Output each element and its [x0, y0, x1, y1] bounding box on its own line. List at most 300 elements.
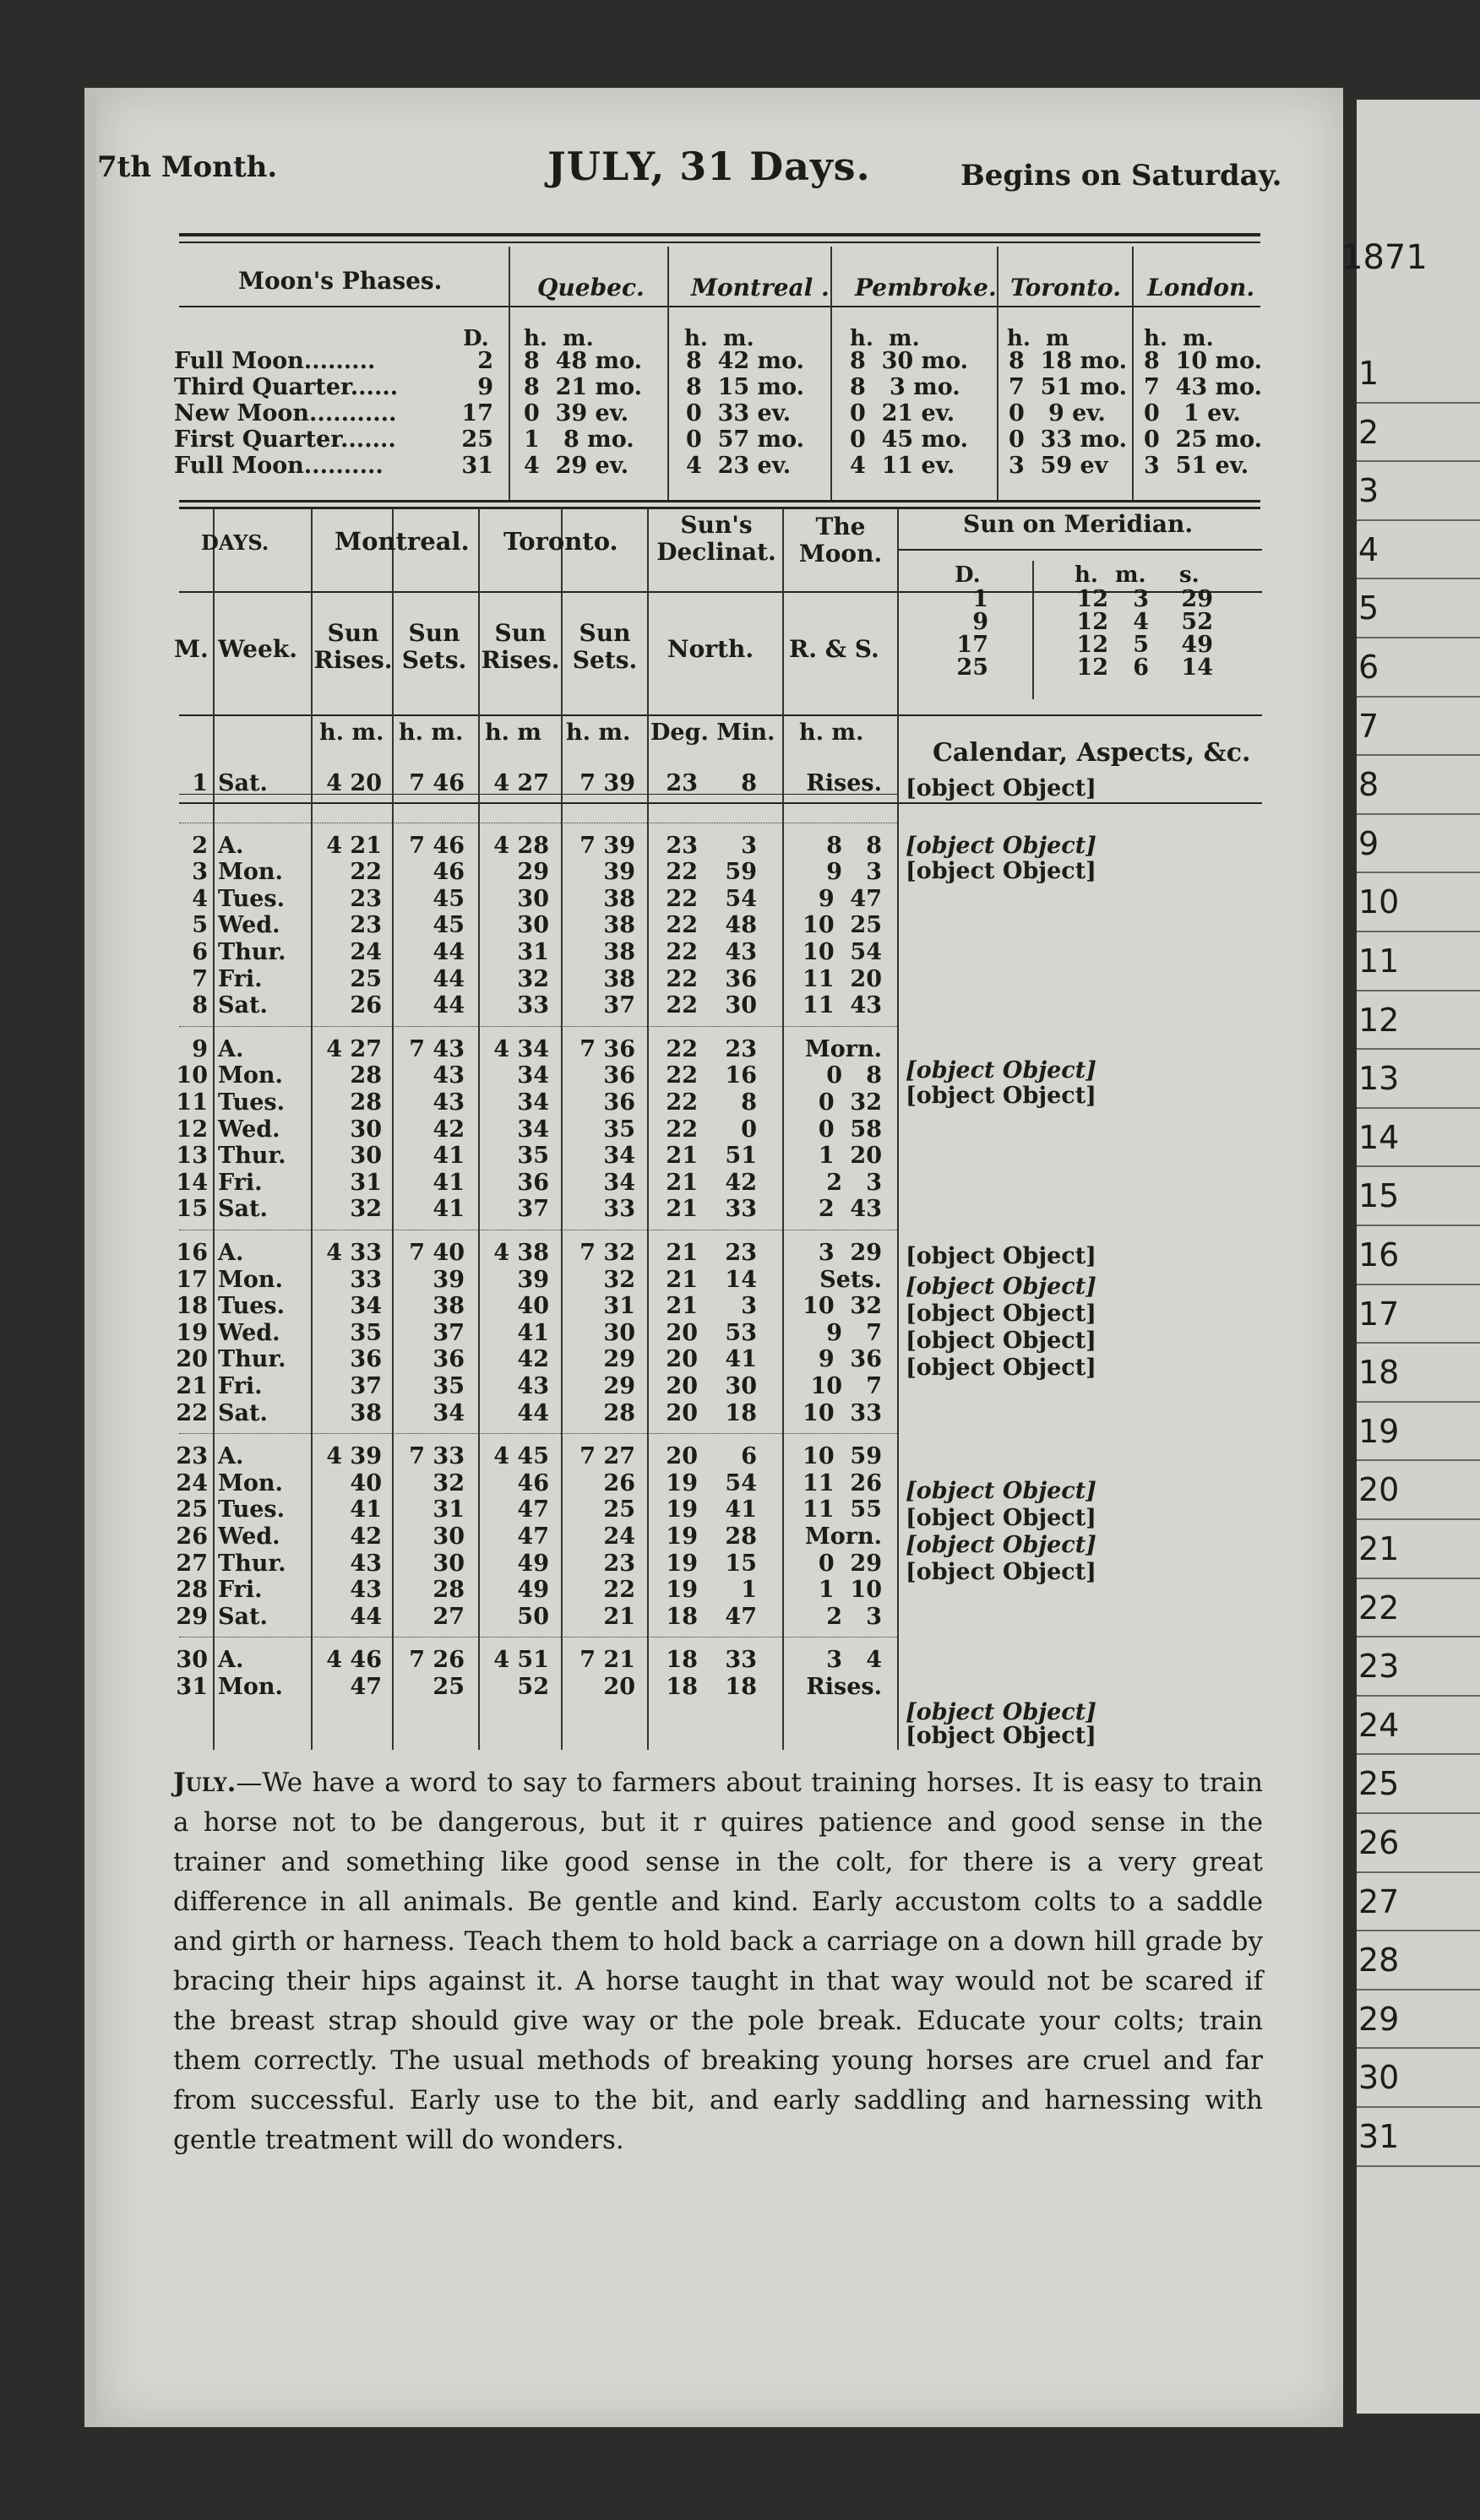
day-cell: 10 59: [803, 1443, 882, 1470]
day-number: 5: [1358, 589, 1379, 627]
day-cell: 28: [433, 1577, 465, 1604]
calendar-entry: [object Object]: [906, 1057, 1096, 1083]
day-number: 18: [1358, 1354, 1400, 1392]
rule: [179, 802, 1262, 804]
day-cell: 23: [350, 885, 382, 912]
day-cell: 8: [741, 1089, 757, 1116]
phase-name: Full Moon.........: [174, 348, 376, 374]
day-cell: 19: [666, 1469, 698, 1496]
meridian-value: 9: [972, 609, 988, 635]
meridian-col: s.: [1179, 562, 1200, 588]
day-cell: 46: [433, 859, 465, 886]
rule: [179, 500, 1260, 502]
rule: [1357, 1578, 1480, 1579]
begins-label: Begins on Saturday.: [960, 159, 1282, 193]
phase-time: 8 21 mo.: [524, 374, 643, 400]
day-cell: 16: [176, 1240, 208, 1266]
column-divider: [392, 508, 394, 1750]
phase-time: 4 23 ev.: [686, 453, 792, 479]
day-number: 17: [1358, 1295, 1400, 1333]
day-cell: Sets.: [819, 1266, 882, 1293]
day-cell: 54: [725, 1469, 757, 1496]
phase-time: 0 39 ev.: [524, 400, 629, 426]
day-cell: 0 8: [826, 1062, 882, 1089]
rule: [1357, 813, 1480, 815]
calendar-entry: [object Object]: [906, 775, 1096, 801]
phase-time: 3 51 ev.: [1144, 453, 1249, 479]
day-cell: 0 29: [818, 1550, 882, 1577]
day-number: 14: [1358, 1118, 1400, 1156]
day-cell: 36: [603, 1089, 635, 1116]
day-number: 20: [1358, 1471, 1400, 1509]
unit-label: h. m.: [399, 720, 464, 746]
phase-time: 8 30 mo.: [850, 348, 969, 374]
moon-phases-title: Moon's Phases.: [238, 267, 443, 295]
day-cell: 29: [603, 1373, 635, 1399]
day-cell: 30: [725, 992, 757, 1019]
day-cell: 30: [517, 912, 549, 939]
column-divider: [647, 508, 649, 1750]
day-cell: 24: [350, 939, 382, 965]
day-cell: 4 27: [493, 770, 549, 796]
rule: [1357, 1107, 1480, 1109]
day-cell: 35: [350, 1319, 382, 1346]
day-cell: 21: [666, 1169, 698, 1196]
day-cell: 35: [603, 1116, 635, 1143]
days-header: DAYS.: [201, 530, 269, 555]
day-cell: 10: [176, 1062, 208, 1089]
day-cell: 59: [725, 859, 757, 886]
meridian-value: 29: [1181, 586, 1213, 612]
divider: [997, 247, 998, 500]
unit-header: D.: [463, 326, 489, 351]
day-cell: 28: [176, 1577, 208, 1604]
meridian-col: h.: [1075, 562, 1098, 588]
day-cell: Thur.: [218, 1346, 286, 1373]
rule: [1357, 460, 1480, 462]
day-cell: 20: [666, 1346, 698, 1373]
unit-header: h. m: [1007, 326, 1069, 351]
day-cell: 11: [176, 1089, 208, 1116]
day-cell: 0 32: [818, 1089, 882, 1116]
day-cell: 11 26: [803, 1469, 882, 1496]
meridian-col: m.: [1115, 562, 1146, 588]
day-cell: 48: [725, 912, 757, 939]
day-cell: 0: [741, 1116, 757, 1143]
day-cell: Morn.: [804, 1523, 882, 1550]
day-cell: 19: [666, 1550, 698, 1577]
day-cell: 39: [517, 1266, 549, 1293]
rule: [1357, 1753, 1480, 1755]
day-cell: 2 43: [818, 1196, 882, 1223]
day-cell: 4 21: [326, 832, 382, 859]
rule: [897, 549, 1262, 551]
day-cell: Sat.: [218, 1603, 268, 1630]
meridian-value: 12: [1076, 632, 1108, 658]
day-cell: 11 55: [803, 1496, 882, 1523]
phase-time: 8 10 mo.: [1144, 348, 1263, 374]
page-title: JULY, 31 Days.: [547, 144, 871, 189]
day-cell: 1 20: [818, 1143, 882, 1170]
phase-time: 1 8 mo.: [524, 426, 634, 453]
day-cell: Sat.: [218, 770, 268, 796]
day-cell: 3: [741, 1293, 757, 1320]
day-cell: Fri.: [218, 1577, 263, 1604]
day-cell: 20: [666, 1319, 698, 1346]
calendar-entry: [object Object]: [906, 1559, 1096, 1585]
day-cell: 7 21: [579, 1647, 635, 1674]
day-cell: 20: [603, 1674, 635, 1700]
day-number: 13: [1358, 1060, 1400, 1098]
meridian-value: 12: [1076, 586, 1108, 612]
day-number: 4: [1358, 530, 1379, 568]
day-cell: 43: [725, 939, 757, 965]
day-cell: 18: [666, 1674, 698, 1700]
phase-time: 8 42 mo.: [686, 348, 805, 374]
rule: [1357, 1459, 1480, 1461]
day-cell: Tues.: [218, 1293, 286, 1320]
day-cell: 31: [517, 939, 549, 965]
day-cell: 33: [350, 1266, 382, 1293]
phase-time: 0 21 ev.: [850, 400, 955, 426]
day-cell: Thur.: [218, 1143, 286, 1170]
day-cell: 3 4: [826, 1647, 882, 1674]
day-cell: Tues.: [218, 885, 286, 912]
day-cell: 37: [603, 992, 635, 1019]
day-cell: 18: [725, 1674, 757, 1700]
day-cell: 22: [603, 1577, 635, 1604]
unit-header: h. m.: [684, 326, 754, 351]
sun_rises-header: Sun Rises.: [481, 619, 560, 674]
day-cell: 53: [725, 1319, 757, 1346]
day-number: 31: [1358, 2118, 1400, 2155]
day-cell: 47: [725, 1603, 757, 1630]
day-cell: 41: [725, 1346, 757, 1373]
day-cell: 32: [517, 965, 549, 992]
day-cell: 36: [350, 1346, 382, 1373]
day-cell: 30: [603, 1319, 635, 1346]
day-cell: 23: [350, 912, 382, 939]
calendar-entry: [object Object]: [906, 1243, 1096, 1269]
unit-label: h. m: [485, 720, 541, 746]
day-cell: 26: [603, 1469, 635, 1496]
calendar-entry: [object Object]: [906, 1699, 1096, 1725]
day-cell: 9 7: [826, 1319, 882, 1346]
meridian-value: 14: [1181, 654, 1213, 681]
day-cell: 22: [666, 1062, 698, 1089]
day-cell: 43: [433, 1089, 465, 1116]
phase-name: Third Quarter......: [174, 374, 399, 400]
group-separator: [179, 823, 897, 825]
day-cell: 18: [176, 1293, 208, 1320]
day-cell: Rises.: [806, 770, 882, 796]
day-cell: 31: [433, 1496, 465, 1523]
day-cell: 9: [192, 1035, 208, 1062]
day-number: 2: [1358, 413, 1379, 451]
day-number: 16: [1358, 1236, 1400, 1274]
day-number: 10: [1358, 883, 1400, 921]
day-cell: A.: [218, 1443, 244, 1470]
day-cell: 21: [666, 1240, 698, 1266]
day-cell: 27: [176, 1550, 208, 1577]
meridian-value: 4: [1133, 609, 1149, 635]
group-separator: [179, 1637, 897, 1639]
phase-time: 0 9 ev.: [1009, 400, 1106, 426]
day-cell: 32: [433, 1469, 465, 1496]
day-cell: 20: [666, 1443, 698, 1470]
day-cell: 39: [603, 859, 635, 886]
phase-time: 4 29 ev.: [524, 453, 629, 479]
phase-time: 8 15 mo.: [686, 374, 805, 400]
day-cell: 10 54: [803, 939, 882, 965]
day-cell: 2: [192, 832, 208, 859]
day-cell: 9 47: [818, 885, 882, 912]
day-cell: 4 45: [493, 1443, 549, 1470]
north-header: North.: [667, 635, 754, 663]
city-header: Pembroke.: [855, 274, 997, 301]
day-cell: 41: [433, 1169, 465, 1196]
day-cell: 52: [517, 1674, 549, 1700]
day-cell: 38: [603, 965, 635, 992]
day-number: 25: [1358, 1765, 1400, 1803]
phase-time: 0 45 mo.: [850, 426, 969, 453]
day-number: 9: [1358, 824, 1379, 862]
day-cell: 30: [176, 1647, 208, 1674]
rule: [1357, 1165, 1480, 1167]
day-cell: 11 43: [803, 992, 882, 1019]
group-separator: [179, 1433, 897, 1436]
day-cell: 22: [350, 859, 382, 886]
rs-header: R. & S.: [789, 635, 879, 663]
day-cell: 41: [433, 1196, 465, 1223]
day-cell: 7 46: [409, 770, 465, 796]
day-cell: 4 39: [326, 1443, 382, 1470]
day-cell: 32: [350, 1196, 382, 1223]
note-text: —We have a word to say to farmers about training horses. It is easy to train a horse not to be dangerous, but it r quires patience and good sense in the trainer and something like good sense in the colt, for there is a very great difference in all animals. Be gentle and kind. Early accustom colts to a saddle and girth or harness. Teach them to hold back a carriage on a down hill grade by bracing their hips against it. A horse taught in that way would not be scared if the breast strap should give way or the pole break. Educate your colts; train them correctly. The usual methods of breaking young horses are cruel and far from successful. Early use to the bit, and early saddling and harnessing with gentle treatment will do wonders.: [173, 1768, 1263, 2155]
day-cell: 22: [666, 885, 698, 912]
day-cell: 7 26: [409, 1647, 465, 1674]
day-cell: 50: [517, 1603, 549, 1630]
declination-header: Sun's Declinat.: [656, 511, 776, 566]
day-cell: 27: [433, 1603, 465, 1630]
calendar-entry: [object Object]: [906, 1083, 1096, 1109]
column-divider: [897, 508, 899, 1750]
moon-header: The Moon.: [798, 513, 883, 568]
day-cell: 39: [433, 1266, 465, 1293]
rule: [1357, 1518, 1480, 1520]
day-cell: 7 32: [579, 1240, 635, 1266]
day-cell: Mon.: [218, 1674, 283, 1700]
day-cell: 36: [603, 1062, 635, 1089]
sun_sets-header: Sun Sets.: [401, 619, 467, 674]
city-header: Quebec.: [537, 274, 645, 301]
calendar-entry: [object Object]: [906, 1505, 1096, 1531]
day-cell: 8 8: [826, 832, 882, 859]
day-cell: 9 36: [818, 1346, 882, 1373]
meridian-col: D.: [955, 562, 981, 588]
meridian-value: 49: [1181, 632, 1213, 658]
day-number: 7: [1358, 707, 1379, 745]
day-cell: 4 38: [493, 1240, 549, 1266]
day-cell: 24: [603, 1523, 635, 1550]
day-cell: 3: [192, 859, 208, 886]
day-cell: 7 40: [409, 1240, 465, 1266]
rule: [1357, 931, 1480, 932]
day-cell: 8: [192, 992, 208, 1019]
day-cell: 19: [666, 1496, 698, 1523]
day-cell: 47: [517, 1523, 549, 1550]
day-cell: 23: [725, 1035, 757, 1062]
day-cell: Mon.: [218, 1469, 283, 1496]
meridian-title: Sun on Meridian.: [963, 510, 1194, 538]
day-cell: 44: [350, 1603, 382, 1630]
phase-time: 8 3 mo.: [850, 374, 960, 400]
day-cell: 8: [741, 770, 757, 796]
day-cell: 34: [517, 1116, 549, 1143]
day-cell: 1: [192, 770, 208, 796]
day-cell: 44: [433, 992, 465, 1019]
day-cell: 42: [433, 1116, 465, 1143]
column-divider: [561, 508, 563, 1750]
phase-name: First Quarter.......: [174, 426, 396, 453]
day-cell: 10 25: [803, 912, 882, 939]
day-cell: 22: [666, 859, 698, 886]
day-cell: 10 7: [810, 1373, 882, 1399]
day-cell: 43: [433, 1062, 465, 1089]
day-cell: 41: [725, 1496, 757, 1523]
m-header: M.: [174, 635, 209, 663]
day-cell: 31: [350, 1169, 382, 1196]
day-cell: 7 27: [579, 1443, 635, 1470]
day-cell: Mon.: [218, 859, 283, 886]
rule: [1357, 696, 1480, 698]
column-divider: [213, 508, 215, 1750]
day-cell: Wed.: [218, 1319, 280, 1346]
day-cell: 4 33: [326, 1240, 382, 1266]
day-cell: Wed.: [218, 1523, 280, 1550]
meridian-value: 12: [1076, 609, 1108, 635]
day-number: 12: [1358, 1001, 1400, 1039]
day-cell: 7 33: [409, 1443, 465, 1470]
rule: [1357, 2165, 1480, 2167]
day-cell: 40: [517, 1293, 549, 1320]
rule: [1357, 1871, 1480, 1873]
day-cell: 33: [725, 1196, 757, 1223]
day-cell: Wed.: [218, 1116, 280, 1143]
day-cell: 38: [350, 1399, 382, 1426]
day-cell: 28: [350, 1089, 382, 1116]
rule: [1357, 754, 1480, 756]
phase-time: 0 1 ev.: [1144, 400, 1241, 426]
sun_rises-header: Sun Rises.: [313, 619, 393, 674]
day-cell: 30: [725, 1373, 757, 1399]
day-cell: 22: [666, 912, 698, 939]
rule: [179, 507, 1260, 509]
day-cell: 46: [517, 1469, 549, 1496]
day-cell: 49: [517, 1550, 549, 1577]
day-cell: 26: [350, 992, 382, 1019]
day-cell: 23: [666, 832, 698, 859]
rule: [179, 306, 1260, 307]
column-divider: [782, 508, 784, 1750]
day-number: 19: [1358, 1412, 1400, 1450]
day-cell: Tues.: [218, 1496, 286, 1523]
day-cell: 22: [666, 1089, 698, 1116]
day-cell: 4 51: [493, 1647, 549, 1674]
day-number: 15: [1358, 1177, 1400, 1215]
phase-time: 7 43 mo.: [1144, 374, 1263, 400]
day-cell: 25: [350, 965, 382, 992]
unit-header: h. m.: [850, 326, 920, 351]
day-cell: 34: [603, 1169, 635, 1196]
phase-time: 3 59 ev: [1009, 453, 1108, 479]
day-cell: 21: [666, 1266, 698, 1293]
day-cell: 34: [433, 1399, 465, 1426]
day-cell: Wed.: [218, 912, 280, 939]
day-number: 6: [1358, 649, 1379, 686]
day-cell: 36: [725, 965, 757, 992]
day-cell: 34: [517, 1089, 549, 1116]
day-cell: 29: [517, 859, 549, 886]
day-cell: 10 33: [803, 1399, 882, 1426]
day-cell: 38: [603, 939, 635, 965]
day-cell: 6: [741, 1443, 757, 1470]
day-cell: 37: [433, 1319, 465, 1346]
day-cell: 43: [517, 1373, 549, 1399]
day-cell: 22: [666, 1035, 698, 1062]
phase-day: 25: [461, 426, 493, 453]
rule: [1357, 872, 1480, 873]
day-cell: 47: [517, 1496, 549, 1523]
phase-time: 0 57 mo.: [686, 426, 805, 453]
day-cell: 19: [666, 1523, 698, 1550]
year-label: 1871: [1341, 238, 1428, 277]
day-cell: 33: [517, 992, 549, 1019]
day-cell: 1 10: [818, 1577, 882, 1604]
calendar-entry: [object Object]: [906, 833, 1096, 859]
city-header: Montreal .: [691, 274, 830, 301]
day-cell: 20: [666, 1399, 698, 1426]
day-cell: 35: [433, 1373, 465, 1399]
day-cell: 4 34: [493, 1035, 549, 1062]
day-cell: Sat.: [218, 1399, 268, 1426]
day-cell: 42: [350, 1523, 382, 1550]
day-cell: 7 39: [579, 770, 635, 796]
phase-name: Full Moon..........: [174, 453, 384, 479]
day-cell: 54: [725, 885, 757, 912]
day-cell: 22: [176, 1399, 208, 1426]
day-number: 30: [1358, 2059, 1400, 2097]
meridian-value: 12: [1076, 654, 1108, 681]
day-cell: 20: [666, 1373, 698, 1399]
day-cell: 7 36: [579, 1035, 635, 1062]
day-cell: 31: [176, 1674, 208, 1700]
day-cell: Morn.: [804, 1035, 882, 1062]
unit-header: h. m.: [1144, 326, 1214, 351]
day-cell: 44: [517, 1399, 549, 1426]
day-cell: 41: [350, 1496, 382, 1523]
day-cell: 37: [517, 1196, 549, 1223]
day-cell: 42: [517, 1346, 549, 1373]
day-cell: 19: [176, 1319, 208, 1346]
day-cell: 51: [725, 1143, 757, 1170]
day-cell: 25: [176, 1496, 208, 1523]
day-cell: 1: [741, 1577, 757, 1604]
day-cell: 15: [725, 1550, 757, 1577]
day-cell: 22: [666, 992, 698, 1019]
day-cell: 3 29: [818, 1240, 882, 1266]
day-number: 27: [1358, 1882, 1400, 1920]
